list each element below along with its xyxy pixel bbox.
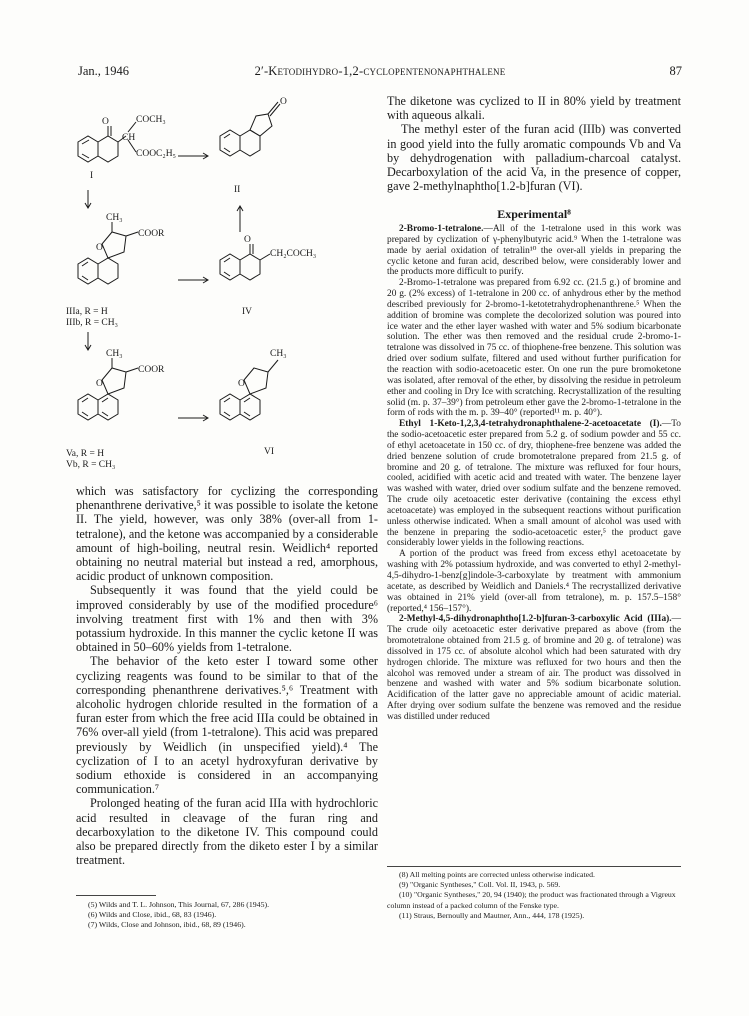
label-compound-Vb: Vb, R = CH₃: [66, 460, 116, 470]
label-compound-IIIa: IIIa, R = H: [66, 307, 108, 317]
running-title: 2′-Ketodihydro-1,2-cyclopentenonaphthalene: [254, 64, 506, 78]
label-ch3-VI: CH₃: [270, 349, 287, 359]
label-compound-Va: Va, R = H: [66, 449, 105, 459]
compound-VI-structure: [220, 360, 278, 420]
body-paragraph: The diketone was cyclized to II in 80% yield by treatment with aqueous alkali.: [387, 94, 681, 123]
body-paragraph: which was satisfactory for cyclizing the corresponding phenanthrene derivative,⁵ it was possible to isolate the ketone II. The yield, however, was only 38% (over-all from 1-tetralone), and the ketone was accompanied by a considerable amount of high-boiling, neutral resin. Weidlich⁴ reported obtaining no neutral material but instead a red, amorphous, acidic product of unknown composition.: [76, 484, 378, 584]
experimental-paragraph: [387, 224, 681, 278]
footnote: (10) "Organic Syntheses," 20, 94 (1940); the product was fractionated through a Vigreux column instead of a packed column of the Fenske type.: [387, 890, 676, 910]
label-furan-o-VI: O: [238, 379, 245, 389]
experimental-paragraph: [387, 278, 681, 419]
compound-V-structure: [78, 358, 138, 420]
page-number: 87: [669, 64, 682, 78]
compound-IV-structure: [220, 244, 270, 280]
compound-III-structure: [78, 222, 138, 284]
issue-date: Jan., 1946: [78, 64, 130, 78]
footnotes-right: [387, 870, 681, 921]
paragraph-text: —To the sodio-acetoacetic ester prepared from 5.2 g. of sodium powder and 55 cc. of ethyl acetoacetate in 150 cc. of dry, thiophene-free benzene was added the dried benzene solution of crude bromotetralone prepared from 21.5 g. of bromine and 20 g. of tetralone. The mixture was refluxed for four hours, cooled, acidified with acetic acid and treated with water. The benzene layer was washed with water, dried over sodium sulfate and the benzene removed. The crude oily acetoacetic ester derivative (containing the excess ethyl acetoacetate) was employed in the subsequent reactions without purification unless otherwise indicated. When a small amount of alcohol was used with the benzene in preparing the sodio-acetoacetic ester,⁵ the product gave considerably lower yields in the following reactions.: [387, 419, 681, 549]
label-ch2coch3-IV: CH₂COCH₃: [270, 249, 317, 259]
label-compound-VI: VI: [264, 447, 275, 457]
label-coor-III: COOR: [138, 229, 165, 239]
reaction-scheme: [58, 84, 388, 484]
label-coor-V: COOR: [138, 365, 165, 375]
left-column-body: [76, 484, 378, 867]
label-oxo-IV: O: [244, 235, 251, 245]
paragraph-text: —The crude oily acetoacetic ester derivative prepared as above (from the bromotetralone obtained from 21.5 g. of bromine and 20 g. of tetralone) was dissolved in 175 cc. of absolute alcohol which had been saturated with dry hydrogen chloride. The mixture was refluxed for two hours and then the alcohol was removed under a stream of air. The product was dissolved in benzene and washed with water and 5% sodium bicarbonate solution. Acidification of the latter gave no appreciable amount of acidic material. After drying over sodium sulfate the benzene was removed and the residue was distilled under reduced: [387, 614, 681, 722]
label-compound-II: II: [234, 185, 241, 195]
paragraph-heading: Ethyl 1-Keto-1,2,3,4-tetrahydronaphthalene-2-acetoacetate (I).: [399, 419, 662, 430]
paragraph-text: A portion of the product was freed from excess ethyl acetoacetate by washing with 2% potassium hydroxide, and was converted to ethyl 2-methyl-4,5-dihydro-1-benz[g]indole-3-carboxylate by treatment with ammonium acetate, as described by Weidlich and Daniels.⁴ The recrystallized derivative was obtained in 21% yield (over-all from tetralone), m. p. 157.5–158° (reported,⁴ 156–157°).: [387, 549, 681, 614]
right-column-intro: [387, 94, 681, 193]
reaction-scheme-drawing: [58, 84, 388, 484]
label-compound-IV: IV: [242, 307, 253, 317]
label-oxo-II: O: [280, 97, 287, 107]
paragraph-text: —All of the 1-tetralone used in this work was prepared by cyclization of γ-phenylbutyric acid.⁹ When the 1-tetralone was made by aerial oxidation of tetralin¹⁰ the over-all yields in preparing the cyclic ketone and furan acid, described below, were considerably lower and the products more difficult to purify.: [387, 224, 681, 278]
footnote: (11) Straus, Bernoully and Mautner, Ann., 444, 178 (1925).: [399, 910, 585, 920]
footnotes-left: [76, 900, 378, 931]
compound-II-structure: [220, 102, 280, 156]
footnote-rule-right: [387, 866, 681, 867]
footnote: (9) "Organic Syntheses," Coll. Vol. II, 1943, p. 569.: [399, 880, 561, 890]
label-ch-I: CH: [122, 133, 136, 143]
label-ch3-III: CH₃: [106, 213, 123, 223]
label-ch3-V: CH₃: [106, 349, 123, 359]
experimental-paragraph: [387, 419, 681, 549]
paragraph-heading: 2-Bromo-1-tetralone.: [399, 224, 484, 234]
body-paragraph: Prolonged heating of the furan acid IIIa with hydrochloric acid resulted in cleavage of the furan ring and decarboxylation to the diketone IV. This compound could also be prepared directly from the diketo ester I by a similar treatment.: [76, 796, 378, 868]
paragraph-text: 2-Bromo-1-tetralone was prepared from 6.92 cc. (21.5 g.) of bromine and 20 g. (2% excess) of 1-tetralone in 200 cc. of anhydrous ether by the method described previously for 2-bromo-1-ketotetrahydrophenanthrene.⁵ When the addition of bromine was complete the decolorized solution was poured into ice water and the ether layer washed with water and 5% sodium bicarbonate solution. The ether was then removed and the residual crude 2-bromo-1-tetralone was dissolved in 75 cc. of thiophene-free benzene. This solution was dried over sodium sulfate, filtered and used without further purification for the reaction with sodio-acetoacetic ester. On one run the pure bromoketone was isolated, after removal of the ether, by dissolving the residue in petroleum ether and cooling in Dry Ice with scratching. Recrystallization of the resulting solid (m. p. 37–39°) from petroleum ether gave the 2-bromo-1-tetralone in the form of rods with the m. p. 39–40° (reported¹¹ m. p. 40°).: [387, 278, 681, 419]
experimental-heading: Experimental⁸: [497, 207, 571, 221]
experimental-paragraph: [387, 614, 681, 722]
body-paragraph: Subsequently it was found that the yield could be improved considerably by use of the modified procedure⁶ involving treatment first with 1% and then with 3% potassium hydroxide. In this manner the cyclic ketone II was obtained in 50–60% yields from 1-tetralone.: [76, 583, 378, 655]
footnote: (8) All melting points are corrected unless otherwise indicated.: [399, 870, 595, 879]
paragraph-heading: 2-Methyl-4,5-dihydronaphtho[1.2-b]furan-3-carboxylic Acid (IIIa).: [399, 614, 672, 625]
experimental-section: [387, 224, 681, 723]
label-furan-o-V: O: [96, 379, 103, 389]
label-oxo-I: O: [102, 117, 109, 127]
label-cooc2h5-I: COOC₂H₅: [136, 149, 176, 159]
label-compound-I: I: [90, 171, 94, 181]
running-header: [78, 64, 682, 82]
label-compound-IIIb: IIIb, R = CH₃: [66, 318, 118, 328]
label-furan-o-III: O: [96, 243, 103, 253]
footnote: (6) Wilds and Close, ibid., 68, 83 (1946).: [88, 910, 217, 920]
experimental-paragraph: [387, 549, 681, 614]
body-paragraph: The methyl ester of the furan acid (IIIb) was converted in good yield into the fully aromatic compounds Vb and Va by dehydrogenation with palladium-charcoal catalyst. Decarboxylation of the acid Va, in the presence of copper, gave 2-methylnaphtho[1.2-b]furan (VI).: [387, 122, 681, 194]
label-coch3-I: COCH₃: [136, 115, 166, 125]
footnote: (5) Wilds and T. L. Johnson, This Journal, 67, 286 (1945).: [88, 900, 270, 909]
body-paragraph: The behavior of the keto ester I toward some other cyclizing reagents was found to be similar to that of the corresponding phenanthrene derivatives.⁵,⁶ Treatment with alcoholic hydrogen chloride resulted in the formation of a furan ester from which the free acid IIIa could be obtained in 76% over-all yield (from 1-tetralone). This acid was prepared previously by Weidlich (in unspecified yield).⁴ The cyclization of I to an acetyl hydroxyfuran derivative by sodium ethoxide is considered in an accompanying communication.⁷: [76, 654, 378, 797]
footnote: (7) Wilds, Close and Johnson, ibid., 68, 89 (1946).: [88, 920, 246, 930]
footnote-rule-left: [76, 895, 156, 896]
